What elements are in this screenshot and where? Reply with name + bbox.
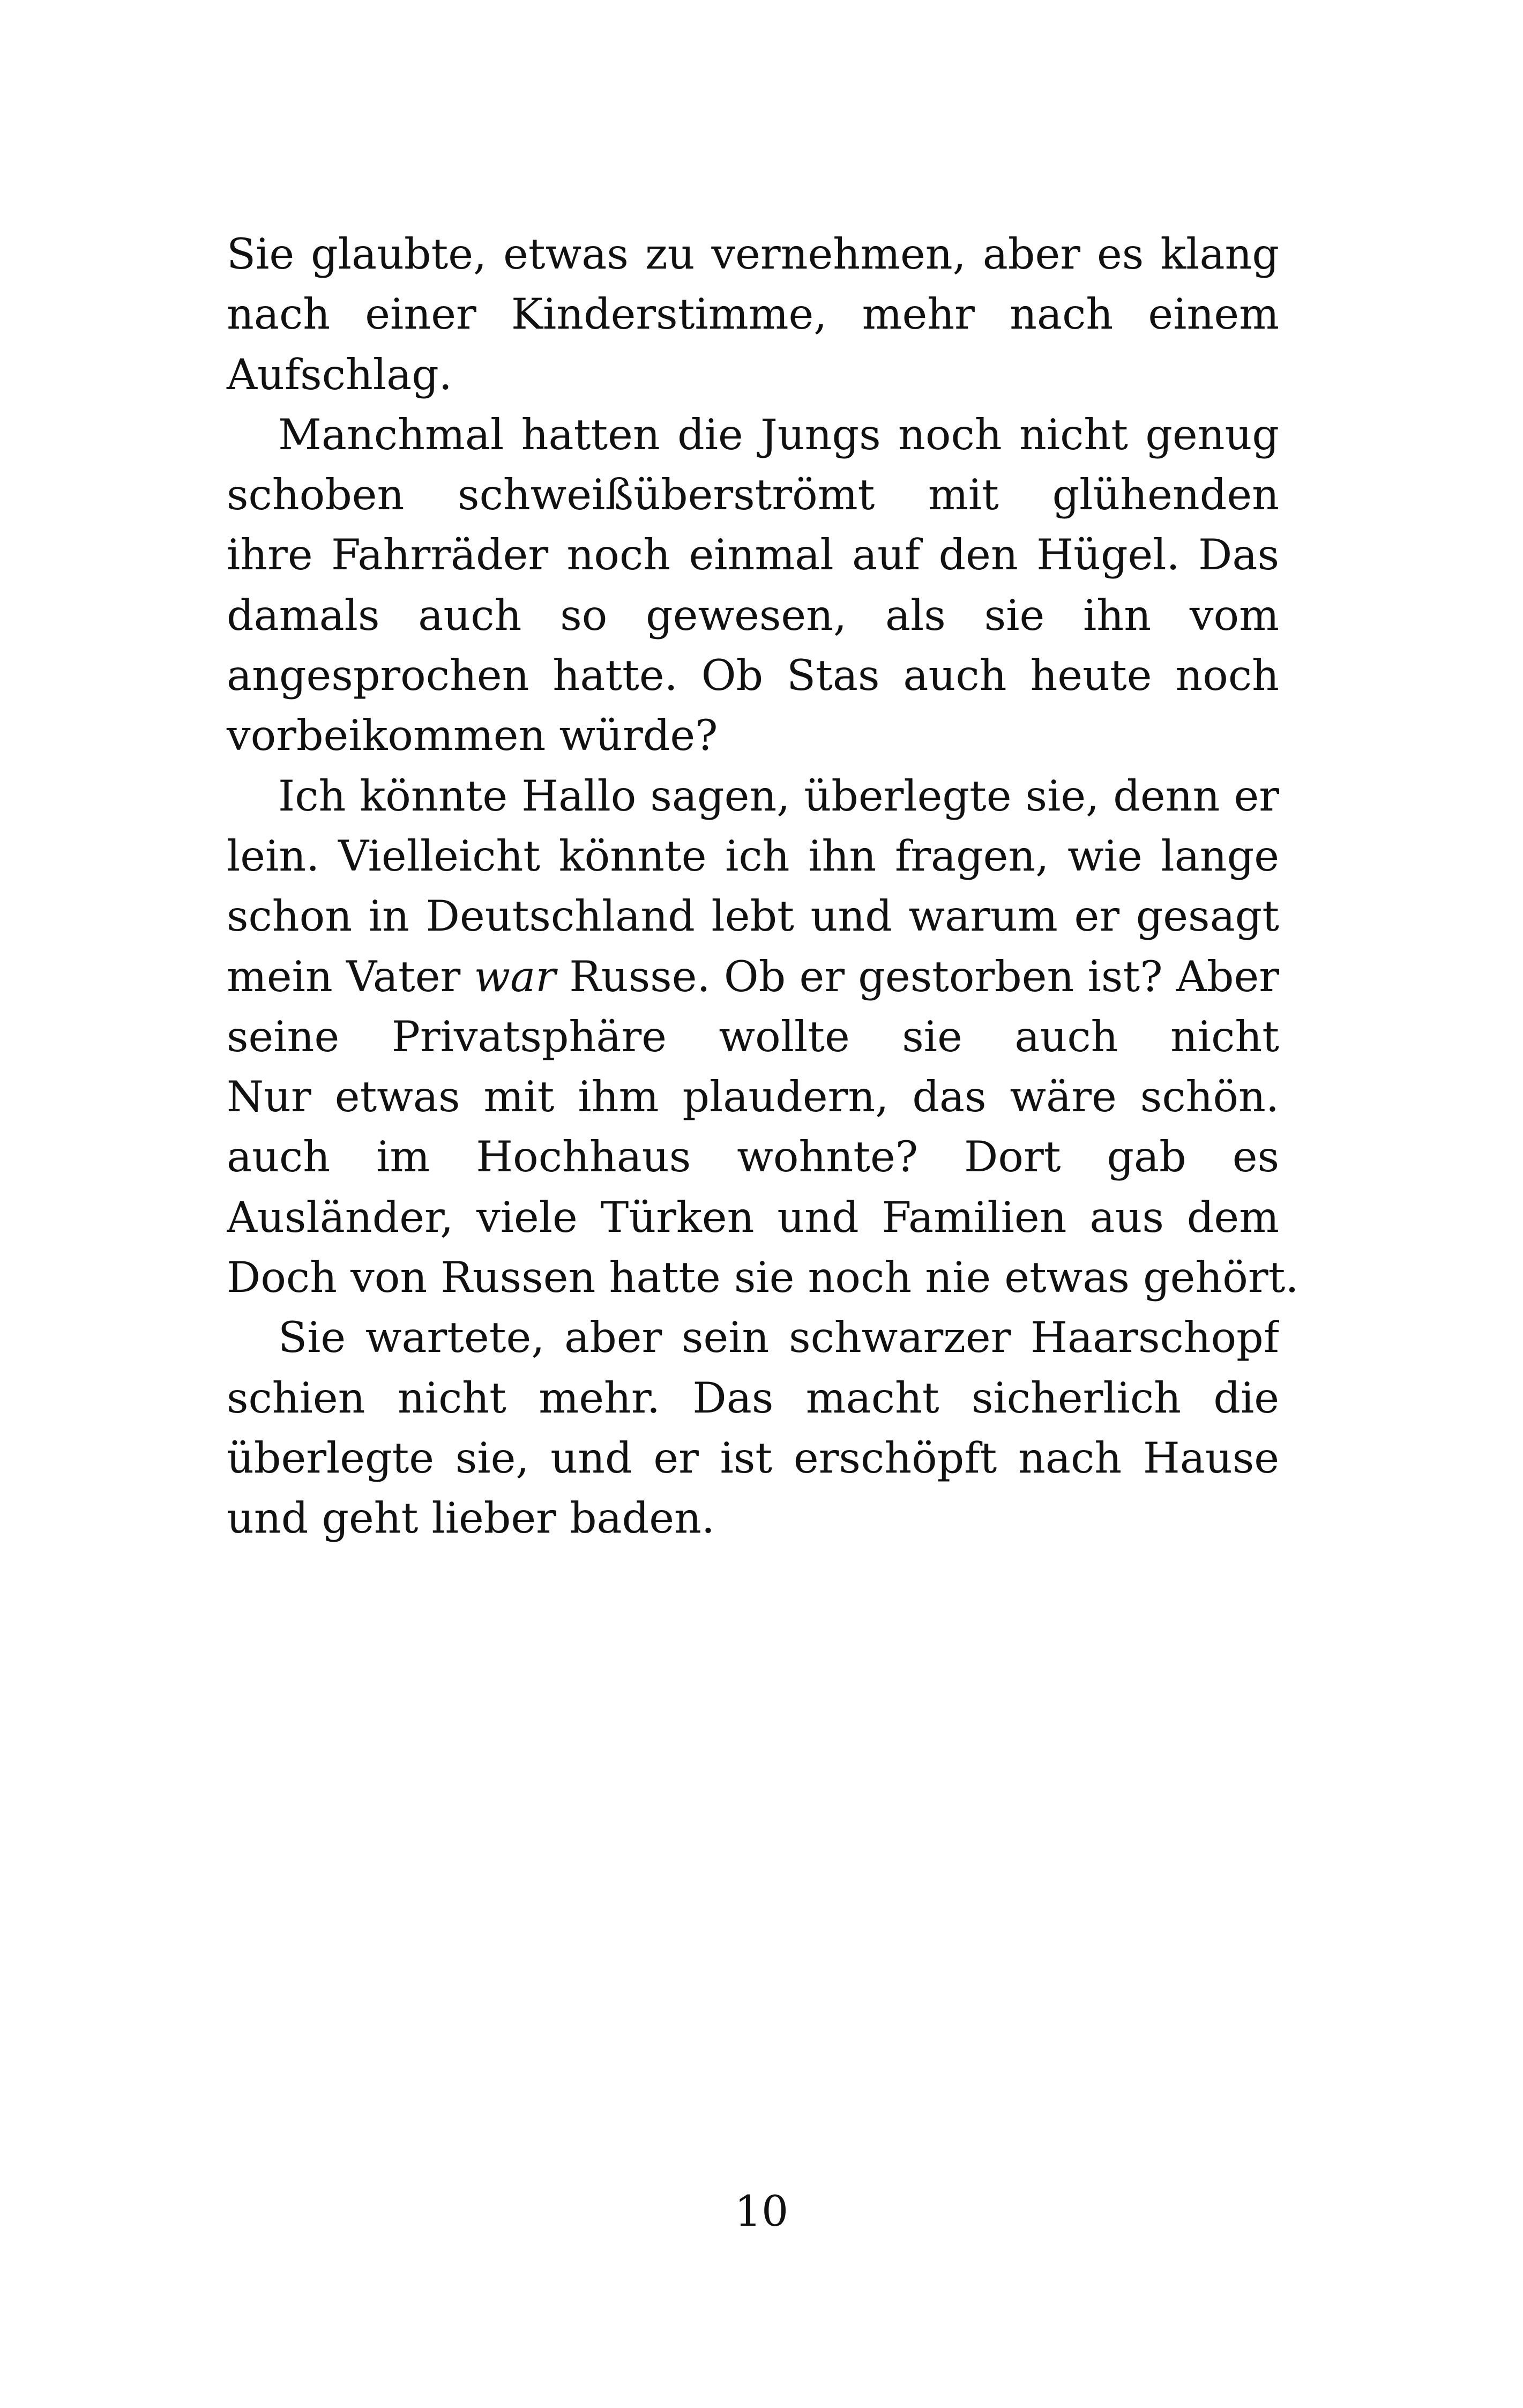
text-line: schien nicht mehr. Das macht sicherlich die [227, 1373, 1279, 1423]
text-line: auch im Hochhaus wohnte? Dort gab es [227, 1132, 1279, 1182]
text-line [227, 947, 1279, 1007]
italic-word: war [474, 952, 556, 1001]
text-line: ihre Fahrräder noch einmal auf den Hügel. Das [227, 530, 1279, 580]
text-line: Manchmal hatten die Jungs noch nicht genug [278, 410, 1279, 459]
page-number: 10 [734, 2187, 789, 2236]
text-segment: mein Vater [227, 952, 474, 1001]
text-line: seine Privatsphäre wollte sie auch nicht [227, 1012, 1279, 1061]
text-line: nach einer Kinderstimme, mehr nach einem [227, 289, 1279, 339]
body-text [227, 224, 1299, 1549]
text-line: Ausländer, viele Türken und Familien aus dem [227, 1192, 1279, 1242]
text-line: und geht lieber baden. [227, 1493, 715, 1543]
text-line: lein. Vielleicht könnte ich ihn fragen, wie lange [227, 831, 1279, 881]
text-line: damals auch so gewesen, als sie ihn vom [227, 590, 1279, 640]
text-line: Nur etwas mit ihm plaudern, das wäre schön. [227, 1072, 1279, 1122]
text-line: Sie wartete, aber sein schwarzer Haarschopf [278, 1313, 1279, 1363]
text-line: Aufschlag. [227, 350, 452, 399]
text-line: Doch von Russen hatte sie noch nie etwas gehört. [227, 1253, 1299, 1303]
text-line: Sie glaubte, etwas zu vernehmen, aber es klang [227, 229, 1279, 279]
text-line: Ich könnte Hallo sagen, überlegte sie, denn er [278, 771, 1279, 821]
text-line: schoben schweißüberströmt mit glühenden [227, 470, 1279, 520]
text-line: überlegte sie, und er ist erschöpft nach Hause [227, 1433, 1279, 1483]
text-line: angesprochen hatte. Ob Stas auch heute noch [227, 651, 1279, 701]
text-segment: Russe. Ob er gestorben ist? Aber [569, 952, 1279, 1001]
text-line: schon in Deutschland lebt und warum er gesagt [227, 891, 1279, 941]
text-line: vorbeikommen würde? [227, 711, 718, 761]
